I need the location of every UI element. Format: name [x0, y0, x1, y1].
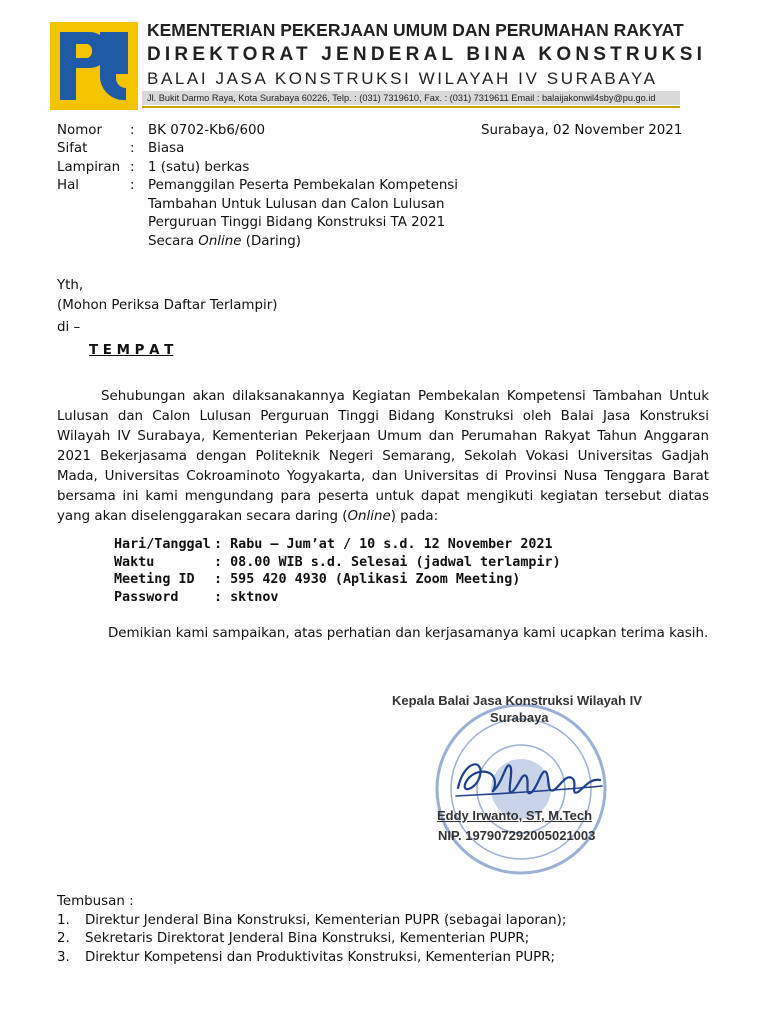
hal-line-3: Perguruan Tinggi Bidang Konstruksi TA 2021 [148, 215, 446, 230]
signatory-title-city: Surabaya [490, 710, 549, 725]
schedule-row: Password : sktnov [114, 589, 279, 605]
recipient-tempat: T E M P A T [89, 343, 174, 358]
schedule-row: Waktu : 08.00 WIB s.d. Selesai (jadwal terlampir) [114, 554, 561, 570]
hal-label: Hal [57, 178, 79, 193]
tembusan-item: Direktur Kompetensi dan Produktivitas Konstruksi, Kementerian PUPR; [85, 950, 556, 965]
handwritten-signature [450, 748, 610, 810]
sifat-label: Sifat [57, 141, 88, 156]
sifat-value: Biasa [148, 141, 185, 156]
nomor-colon: : [130, 123, 135, 138]
salutation-yth: Yth, [57, 278, 84, 293]
hal-line-2: Tambahan Untuk Lulusan dan Calon Lulusan [148, 197, 445, 212]
pupr-logo [50, 22, 138, 110]
tembusan-num: 1. [57, 913, 70, 928]
hal-line-4: Secara Online (Daring) [148, 234, 301, 249]
tembusan-num: 3. [57, 950, 70, 965]
letterhead-divider [142, 106, 680, 108]
tembusan-label: Tembusan : [57, 894, 134, 909]
schedule-row: Hari/Tanggal : Rabu – Jum’at / 10 s.d. 12 November 2021 [114, 537, 553, 552]
signatory-nip: NIP. 197907292005021003 [438, 828, 596, 843]
tembusan-num: 2. [57, 931, 70, 946]
lampiran-label: Lampiran [57, 160, 121, 175]
nomor-value: BK 0702-Kb6/600 [148, 123, 266, 138]
hal-colon: : [130, 178, 135, 193]
lampiran-value: 1 (satu) berkas [148, 160, 250, 175]
tembusan-item: Direktur Jenderal Bina Konstruksi, Kementerian PUPR (sebagai laporan); [85, 913, 567, 928]
hal-line-1: Pemanggilan Peserta Pembekalan Kompetensi [148, 178, 459, 193]
signatory-title: Kepala Balai Jasa Konstruksi Wilayah IV [392, 693, 642, 708]
ministry-name: KEMENTERIAN PEKERJAAN UMUM DAN PERUMAHAN RAKYAT [147, 20, 684, 40]
recipient-note: (Mohon Periksa Daftar Terlampir) [57, 298, 278, 313]
sifat-colon: : [130, 141, 135, 156]
office-address: Jl. Bukit Darmo Raya, Kota Surabaya 60226, Telp. : (031) 7319610, Fax. : (031) 7319611 Email : balaijakonwil4sby@pu.go.id [147, 93, 656, 103]
schedule-row: Meeting ID : 595 420 4930 (Aplikasi Zoom Meeting) [114, 572, 521, 587]
place-date: Surabaya, 02 November 2021 [481, 123, 683, 138]
meeting-details [114, 536, 561, 606]
nomor-label: Nomor [57, 123, 102, 138]
closing-sentence: Demikian kami sampaikan, atas perhatian dan kerjasamanya kami ucapkan terima kasih. [108, 626, 709, 641]
signatory-name: Eddy Irwanto, ST, M.Tech [437, 808, 593, 823]
body-paragraph: Sehubungan akan dilaksanakannya Kegiatan Pembekalan Kompetensi Tambahan Untuk Lulusan dan Calon Lulusan Perguruan Tinggi Bidang Konstruksi oleh Balai Jasa Konstruksi Wilayah IV Surabaya, Kementerian Pekerjaan Umum dan Perumahan Rakyat Tahun Anggaran 2021 Bekerjasama dengan Politeknik Negeri Semarang, Sekolah Vokasi Universitas Gadjah Mada, Universitas Cokroaminoto Yogyakarta, dan Universitas di Provinsi Nusa Tenggara Barat bersama ini kami mengundang para peserta untuk dapat mengikuti kegiatan tersebut diatas yang akan diselenggarakan secara daring (Online) pada: [57, 389, 709, 524]
tembusan-item: Sekretaris Direktorat Jenderal Bina Konstruksi, Kementerian PUPR; [85, 931, 530, 946]
directorate-name: DIREKTORAT JENDERAL BINA KONSTRUKSI [147, 44, 707, 65]
lampiran-colon: : [130, 160, 135, 175]
recipient-di: di – [57, 320, 81, 335]
office-name: BALAI JASA KONSTRUKSI WILAYAH IV SURABAYA [147, 69, 658, 88]
